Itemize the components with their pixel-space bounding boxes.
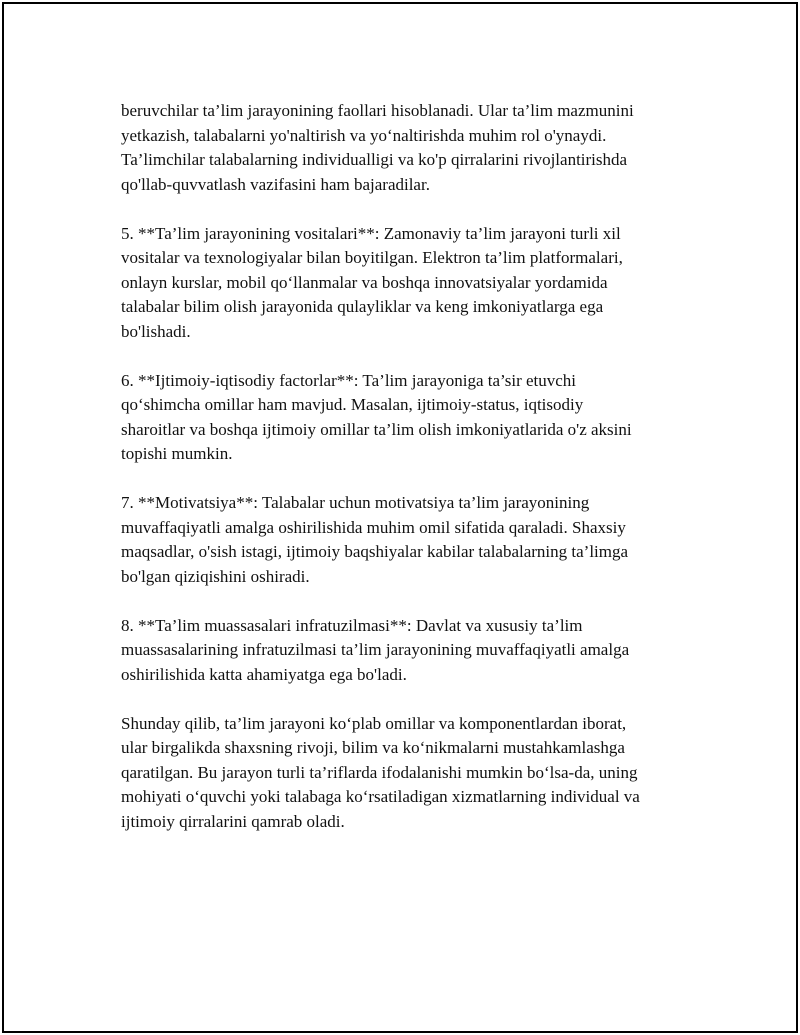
paragraph-item-7: 7. **Motivatsiya**: Talabalar uchun motivatsiya ta’lim jarayonining muvaffaqiyatli amalga oshirilishida muhim omil sifatida qaraladi. Shaxsiy maqsadlar, o'sish istagi, ijtimoiy baqshiyalar kabilar talabalarning ta’limga bo'lgan qiziqishini oshiradi. — [121, 493, 629, 586]
page-frame — [2, 2, 798, 1033]
paragraph-item-5: 5. **Ta’lim jarayonining vositalari**: Zamonaviy ta’lim jarayoni turli xil vositalar va texnologiyalar bilan boyitilgan. Elektron ta’lim platformalari, onlayn kurslar, mobil qo‘llanmalar va boshqa innovatsiyalar yordamida talabalar bilim olish jarayonida qulayliklar va keng imkoniyatlarga ega bo'lishadi. — [121, 223, 623, 341]
document-body — [121, 99, 701, 859]
paragraph-conclusion: Shunday qilib, ta’lim jarayoni ko‘plab omillar va komponentlardan iborat, ular birgalikda shaxsning rivoji, bilim va ko‘nikmalarni mustahkamlashga qaratilgan. Bu jarayon turli ta’riflarda ifodalanishi mumkin bo‘lsa-da, uning mohiyati o‘quvchi yoki talabaga ko‘rsatiladigan xizmatlarning individual va ijtimoiy qirralarini qamrab oladi. — [121, 713, 640, 831]
paragraph-item-8: 8. **Ta’lim muassasalari infratuzilmasi**: Davlat va xususiy ta’lim muassasalarining infratuzilmasi ta’lim jarayonining muvaffaqiyatli amalga oshirilishida katta ahamiyatga ega bo'ladi. — [121, 615, 630, 684]
paragraph-intro-continuation: beruvchilar ta’lim jarayonining faollari hisoblanadi. Ular ta’lim mazmunini yetkazish, talabalarni yo'naltirish va yo‘naltirishda muhim rol o'ynaydi. Ta’limchilar talabalarning individualligi va ko'p qirralarini rivojlantirishda qo'llab-quvvatlash vazifasini ham bajaradilar. — [121, 101, 634, 194]
paragraph-item-6: 6. **Ijtimoiy-iqtisodiy factorlar**: Ta’lim jarayoniga ta’sir etuvchi qo‘shimcha omillar ham mavjud. Masalan, ijtimoiy-status, iqtisodiy sharoitlar va boshqa ijtimoiy omillar ta’lim olish imkoniyatlarida o'z aksini topishi mumkin. — [121, 370, 632, 463]
